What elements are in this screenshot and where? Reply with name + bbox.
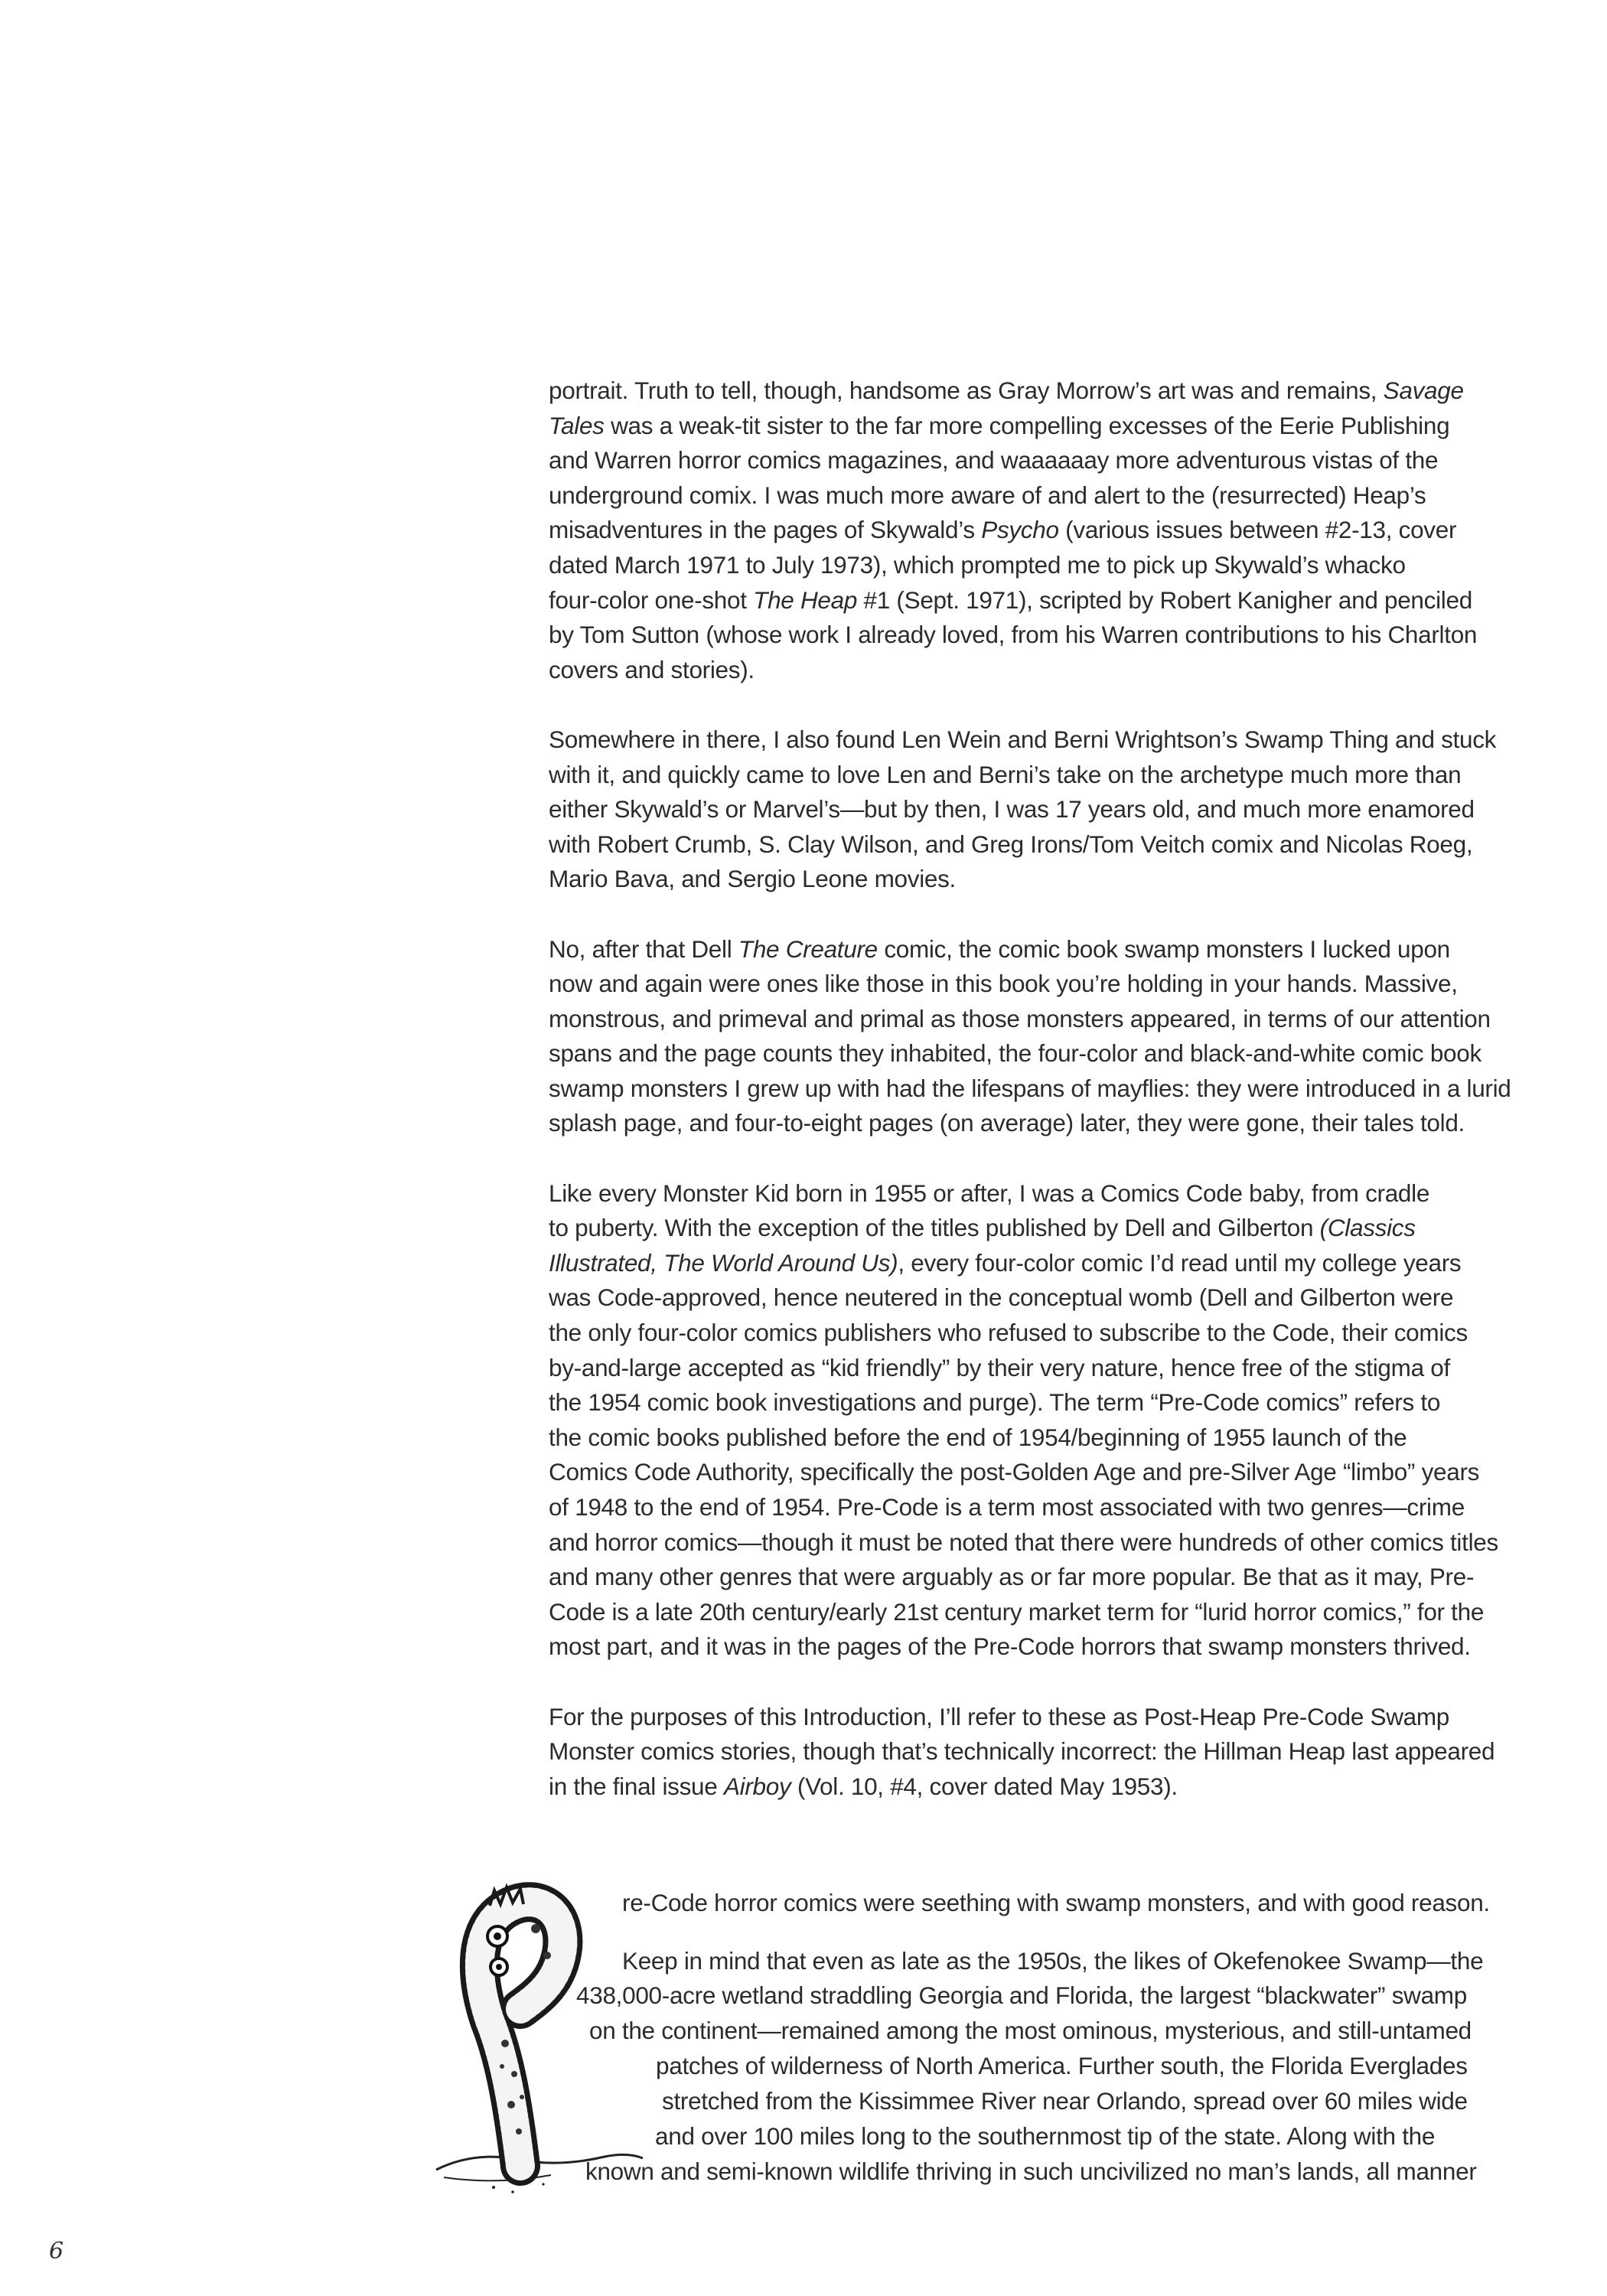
text-line: spans and the page counts they inhabited, the four-color and black-and-white comic book: [549, 1039, 1482, 1068]
drop-cap-line: on the continent—remained among the most ominous, mysterious, and still-untamed: [589, 2017, 1472, 2044]
drop-cap-line: stretched from the Kissimmee River near Orlando, spread over 60 miles wide: [662, 2087, 1468, 2115]
text-line: and horror comics—though it must be noted that there were hundreds of other comics titles: [549, 1528, 1498, 1556]
page-number: 6: [49, 2238, 64, 2265]
text-line: by Tom Sutton (whose work I already loved, from his Warren contributions to his Charlton: [549, 621, 1478, 649]
text-line: misadventures in the pages of Skywald’s Psycho (various issues between #2-13, cover: [549, 516, 1457, 544]
text-line: portrait. Truth to tell, though, handsome as Gray Morrow’s art was and remains, Savage: [549, 377, 1464, 404]
text-line: swamp monsters I grew up with had the lifespans of mayflies: they were introduced in a lurid: [549, 1074, 1511, 1102]
text-line: and many other genres that were arguably as or far more popular. Be that as it may, Pre-: [549, 1563, 1475, 1591]
text-line: Somewhere in there, I also found Len Wein and Berni Wrightson’s Swamp Thing and stuck: [549, 725, 1497, 753]
drop-cap-line: known and semi-known wildlife thriving in such uncivilized no man’s lands, all manner: [585, 2157, 1477, 2185]
text-line: dated March 1971 to July 1973), which prompted me to pick up Skywald’s whacko: [549, 550, 1406, 579]
text-line: with it, and quickly came to love Len and Berni’s take on the archetype much more than: [549, 760, 1462, 788]
text-line: Illustrated, The World Around Us), every four-color comic I’d read until my college years: [549, 1248, 1462, 1277]
text-line: and Warren horror comics magazines, and waaaaaay more adventurous vistas of the: [549, 446, 1439, 475]
text-line: No, after that Dell The Creature comic, the comic book swamp monsters I lucked upon: [549, 934, 1450, 963]
text-line: Tales was a weak-tit sister to the far more compelling excesses of the Eerie Publishing: [549, 411, 1450, 439]
text-line: For the purposes of this Introduction, I’ll refer to these as Post-Heap Pre-Code Swamp: [549, 1702, 1450, 1730]
text-line: four-color one-shot The Heap #1 (Sept. 1971), scripted by Robert Kanigher and penciled: [549, 585, 1472, 614]
drop-cap-line: and over 100 miles long to the southernmost tip of the state. Along with the: [655, 2122, 1436, 2150]
text-line: monstrous, and primeval and primal as those monsters appeared, in terms of our attention: [549, 1004, 1491, 1032]
text-line: covers and stories).: [549, 655, 755, 683]
text-line: Code is a late 20th century/early 21st century market term for “lurid horror comics,” for the: [549, 1597, 1485, 1626]
drop-cap-line: Keep in mind that even as late as the 1950s, the likes of Okefenokee Swamp—the: [622, 1947, 1484, 1975]
text-line: Mario Bava, and Sergio Leone movies.: [549, 865, 957, 893]
article-body: [549, 373, 1511, 1804]
text-line: splash page, and four-to-eight pages (on average) later, they were gone, their tales told.: [549, 1109, 1465, 1137]
drop-cap-line: 438,000-acre wetland straddling Georgia and Florida, the largest “blackwater” swamp: [576, 1981, 1467, 2009]
text-line: the 1954 comic book investigations and purge). The term “Pre-Code comics” refers to: [549, 1388, 1441, 1417]
text-line: of 1948 to the end of 1954. Pre-Code is a term most associated with two genres—crime: [549, 1493, 1465, 1521]
text-line: was Code-approved, hence neutered in the conceptual womb (Dell and Gilberton were: [549, 1283, 1454, 1312]
text-line: with Robert Crumb, S. Clay Wilson, and Greg Irons/Tom Veitch comix and Nicolas Roeg,: [549, 830, 1473, 858]
text-line: the comic books published before the end of 1954/beginning of 1955 launch of the: [549, 1423, 1407, 1451]
drop-cap-section: [429, 1875, 1515, 2212]
text-line: Monster comics stories, though that’s technically incorrect: the Hillman Heap last appeared: [549, 1737, 1495, 1766]
text-line: by-and-large accepted as “kid friendly” by their very nature, hence free of the stigma of: [549, 1353, 1450, 1381]
text-line: most part, and it was in the pages of the Pre-Code horrors that swamp monsters thrived.: [549, 1632, 1471, 1661]
text-line: Like every Monster Kid born in 1955 or after, I was a Comics Code baby, from cradle: [549, 1179, 1430, 1207]
text-line: underground comix. I was much more aware of and alert to the (resurrected) Heap’s: [549, 481, 1426, 509]
drop-cap-line: re-Code horror comics were seething with swamp monsters, and with good reason.: [622, 1889, 1490, 1916]
text-line: now and again were ones like those in this book you’re holding in your hands. Massive,: [549, 970, 1458, 998]
text-line: to puberty. With the exception of the titles published by Dell and Gilberton (Classics: [549, 1214, 1416, 1242]
text-line: Comics Code Authority, specifically the post-Golden Age and pre-Silver Age “limbo” years: [549, 1458, 1480, 1486]
text-line: either Skywald’s or Marvel’s—but by then, I was 17 years old, and much more enamored: [549, 795, 1475, 823]
text-line: the only four-color comics publishers who refused to subscribe to the Code, their comics: [549, 1319, 1468, 1347]
drop-cap-line: patches of wilderness of North America. Further south, the Florida Everglades: [656, 2052, 1468, 2079]
text-line: in the final issue Airboy (Vol. 10, #4, cover dated May 1953).: [549, 1772, 1178, 1800]
